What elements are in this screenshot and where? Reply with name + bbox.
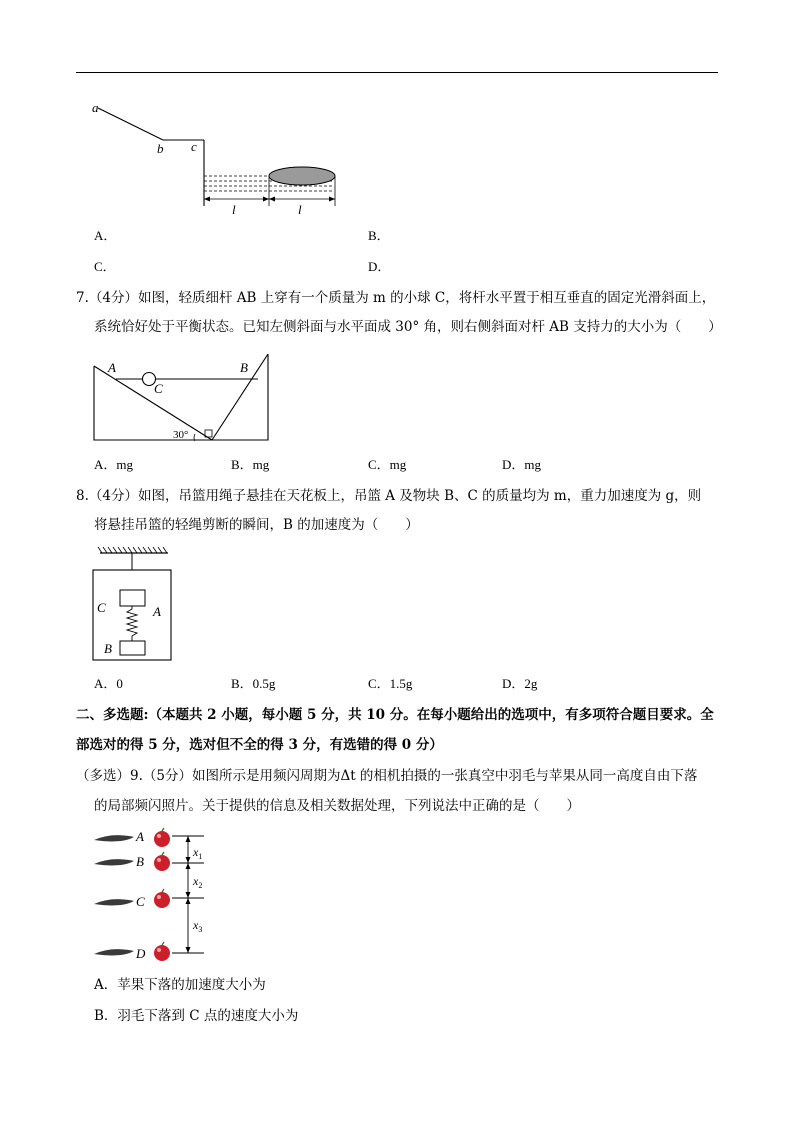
q7-option-c[interactable]: C．mg — [368, 457, 407, 472]
q8-stem-line1: 8.（4分）如图，吊篮用绳子悬挂在天花板上，吊篮 A 及物块 B、C 的质量均为 m，重力加速度为 g，则 — [76, 488, 702, 504]
q9-stem-line1: （多选）9.（5分）如图所示是用频闪周期为Δt 的相机拍摄的一张真空中羽毛与苹果从同一高度自由下落 — [76, 768, 698, 784]
q8-option-d[interactable]: D．2g — [502, 676, 538, 691]
q7-label-c: C — [154, 381, 163, 396]
q8-option-c[interactable]: C．1.5g — [368, 676, 413, 691]
q7-label-b: B — [240, 360, 248, 375]
disc-shape — [269, 167, 335, 185]
section2-heading-line1: 二、多选题:（本题共 2 小题，每小题 5 分，共 10 分。在每小题给出的选项中，有多项符合题目要求。全 — [76, 707, 714, 723]
q9-label-b: B — [136, 854, 144, 869]
q9-option-a[interactable]: A．苹果下落的加速度大小为 — [94, 977, 266, 993]
q9-label-x2: $x_2$ — [193, 874, 203, 890]
q9-option-b[interactable]: B．羽毛下落到 C 点的速度大小为 — [94, 1008, 299, 1024]
label-l-left: l — [232, 202, 236, 217]
label-l-right: l — [298, 202, 302, 217]
spring — [127, 606, 137, 641]
q7-figure — [92, 350, 274, 442]
q7-label-angle: 30° — [173, 429, 189, 441]
q8-stem-line2: 将悬挂吊篮的轻绳剪断的瞬间，B 的加速度为（ ） — [94, 517, 419, 533]
section2-heading-line2: 部选对的得 5 分，选对但不全的得 3 分，有选错的得 0 分） — [76, 737, 443, 753]
q6-figure — [88, 96, 348, 216]
q8-option-a[interactable]: A．0 — [94, 676, 123, 691]
q7-option-a[interactable]: A．mg — [94, 457, 134, 472]
q8-label-a: A — [153, 604, 161, 619]
block-b — [120, 641, 145, 655]
label-c: c — [191, 139, 197, 154]
q6-option-c[interactable]: C． — [94, 259, 116, 274]
q9-label-x1: $x_1$ — [193, 845, 203, 861]
apple-d-icon — [154, 942, 170, 961]
q7-option-d[interactable]: D．mg — [502, 457, 542, 472]
q8-label-c: C — [97, 600, 106, 615]
q7-stem-line2: 系统恰好处于平衡状态。已知左侧斜面与水平面成 30° 角，则右侧斜面对杆 AB 支持力的大小为（ ） — [94, 319, 722, 335]
block-c — [120, 590, 145, 606]
feather-c-icon — [94, 899, 134, 905]
q6-option-d[interactable]: D． — [368, 259, 391, 274]
apple-c-icon — [154, 889, 170, 908]
label-b: b — [157, 141, 164, 156]
feather-b-icon — [94, 859, 134, 865]
feather-a-icon — [94, 835, 134, 841]
q7-stem-line1: 7.（4分）如图，轻质细杆 AB 上穿有一个质量为 m 的小球 C，将杆水平置于相互垂直的固定光滑斜面上， — [76, 290, 716, 306]
apple-a-icon — [154, 828, 170, 847]
feather-d-icon — [94, 949, 134, 955]
q9-stem-line2: 的局部频闪照片。关于提供的信息及相关数据处理，下列说法中正确的是（ ） — [94, 798, 580, 814]
q7-label-a: A — [108, 360, 116, 375]
q9-label-d: D — [136, 946, 146, 961]
q9-label-a: A — [136, 829, 144, 844]
q9-label-c: C — [136, 894, 145, 909]
header-rule — [76, 72, 718, 73]
q6-option-b[interactable]: B． — [368, 228, 390, 243]
apple-b-icon — [154, 852, 170, 871]
label-a: a — [92, 100, 99, 115]
q8-figure — [92, 547, 174, 663]
q9-figure — [92, 826, 218, 968]
q8-label-b: B — [104, 641, 112, 656]
q7-option-b[interactable]: B．mg — [231, 457, 270, 472]
q9-label-x3: $x_3$ — [193, 918, 203, 934]
q8-option-b[interactable]: B．0.5g — [231, 676, 276, 691]
q6-option-a[interactable]: A． — [94, 228, 117, 243]
